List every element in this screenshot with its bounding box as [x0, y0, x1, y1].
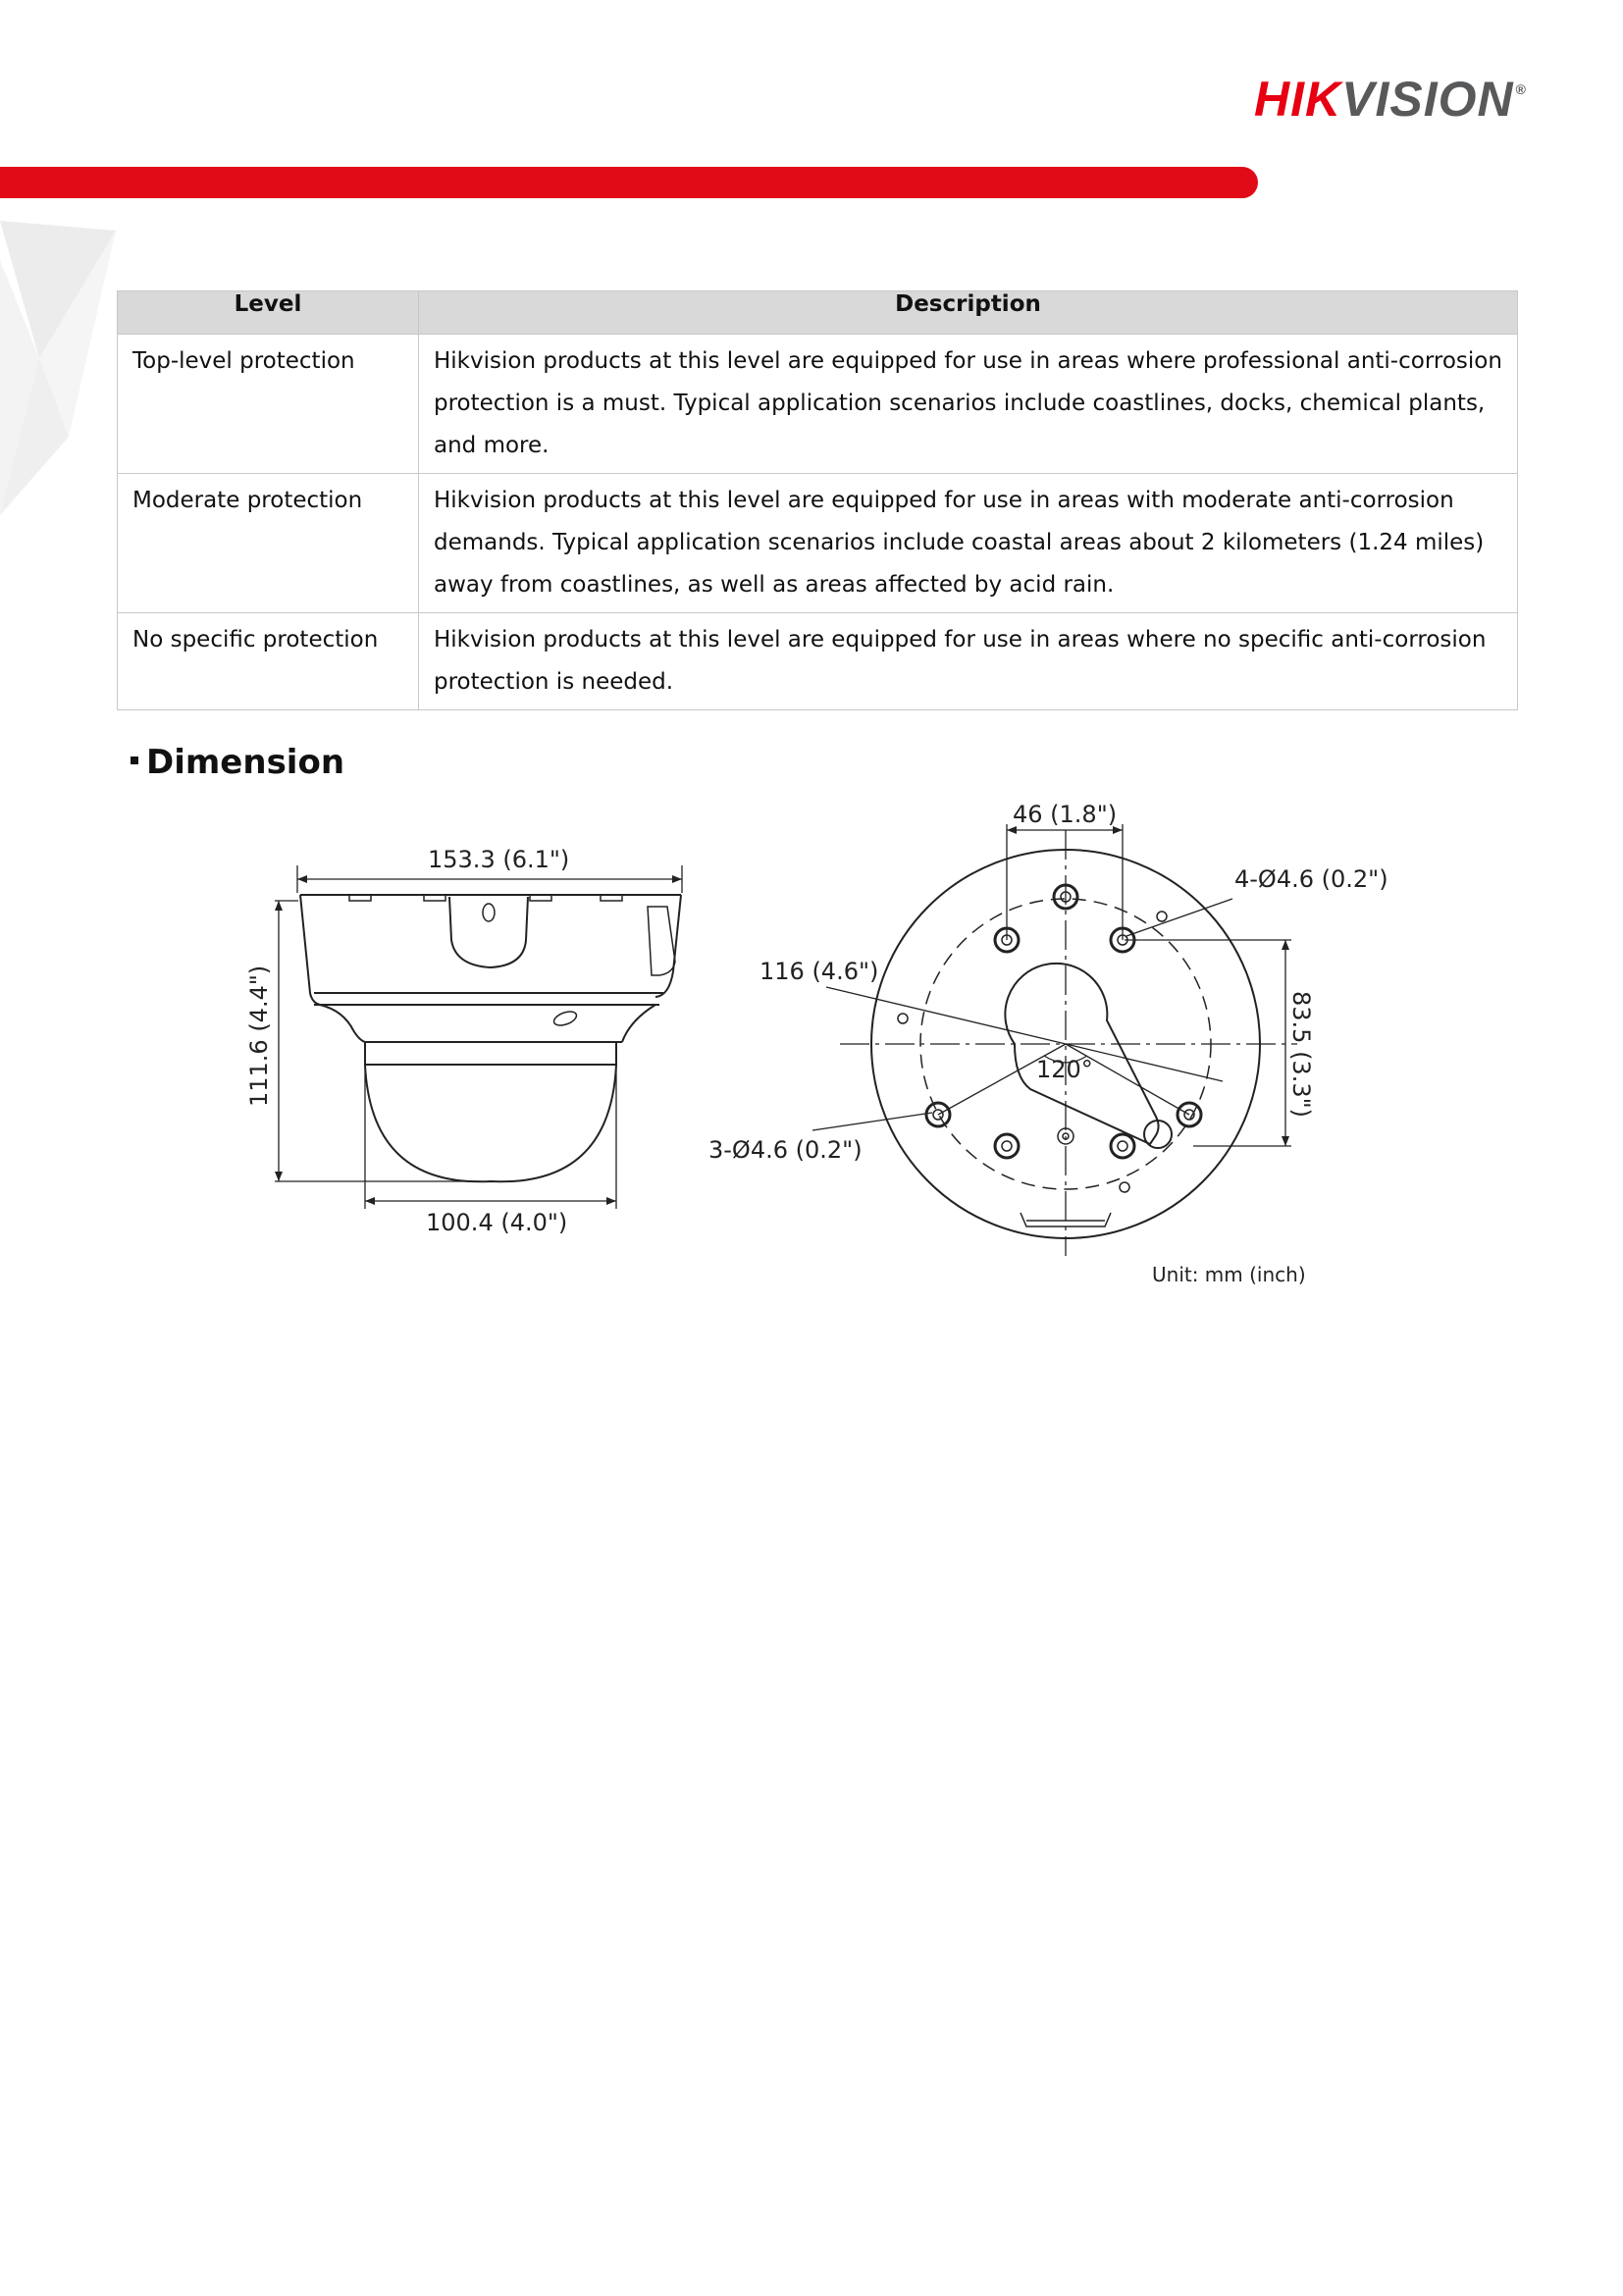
column-header-description: Description — [419, 291, 1518, 335]
description-cell: Hikvision products at this level are equipped for use in areas where professional anti-corrosion protection is a must. Typical application scenarios include coastlines, docks, chemical plants, and more. — [419, 335, 1518, 474]
level-cell: No specific protection — [118, 613, 419, 710]
side-view-drawing — [275, 865, 682, 1209]
label-width-bottom: 100.4 (4.0") — [426, 1209, 568, 1236]
label-angle: 120° — [1036, 1056, 1093, 1083]
label-spacing-right: 83.5 (3.3") — [1287, 991, 1315, 1118]
label-diameter: 116 (4.6") — [759, 958, 879, 985]
level-cell: Moderate protection — [118, 474, 419, 613]
base-view-drawing — [812, 824, 1297, 1256]
label-height-side: 111.6 (4.4") — [245, 965, 273, 1107]
label-spacing-top: 46 (1.8") — [1013, 801, 1118, 828]
description-cell: Hikvision products at this level are equipped for use in areas where no specific anti-corrosion protection is needed. — [419, 613, 1518, 710]
label-holes-four: 4-Ø4.6 (0.2") — [1234, 865, 1388, 893]
label-unit: Unit: mm (inch) — [1152, 1263, 1306, 1286]
label-width-top: 153.3 (6.1") — [428, 846, 570, 873]
description-cell: Hikvision products at this level are equipped for use in areas with moderate anti-corrosion demands. Typical application scenarios include coastal areas about 2 kilometers (1.24 miles) away from coastlines, as well as areas affected by acid rain. — [419, 474, 1518, 613]
level-cell: Top-level protection — [118, 335, 419, 474]
column-header-level: Level — [118, 291, 419, 335]
logo-registered-mark: ® — [1515, 81, 1527, 97]
logo-vision: VISION — [1341, 72, 1514, 127]
label-holes-three: 3-Ø4.6 (0.2") — [708, 1136, 863, 1164]
logo-hik: HIK — [1254, 72, 1342, 127]
section-title: Dimension — [146, 743, 345, 782]
